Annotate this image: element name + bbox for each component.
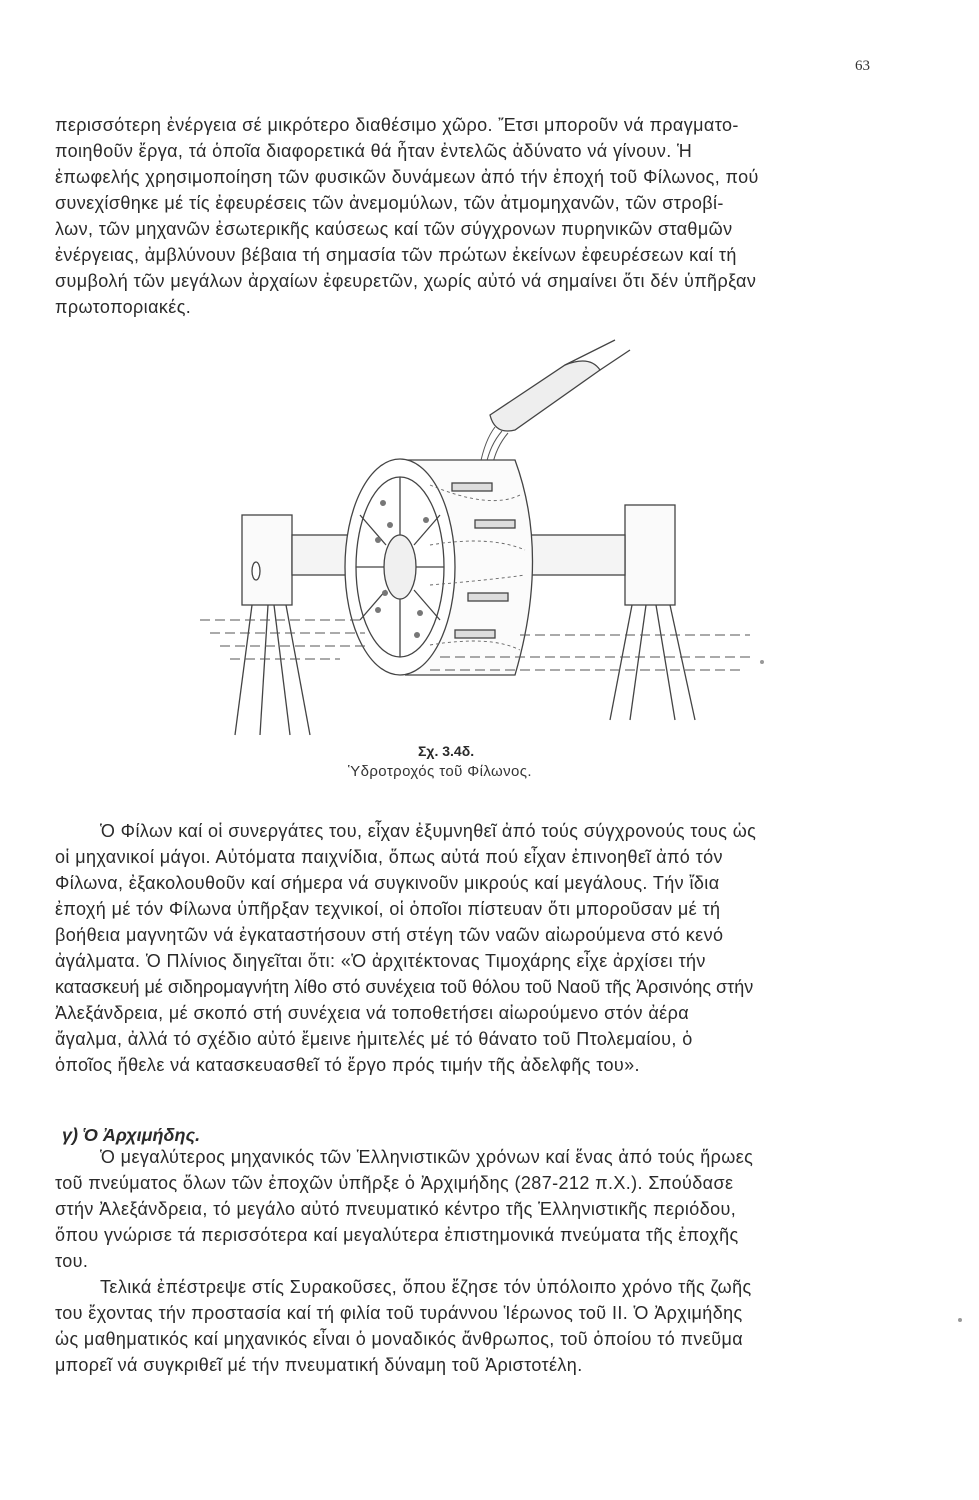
text-line: λων, τῶν μηχανῶν ἐσωτερικῆς καύσεως καί τῶν σύγχρονων πυρηνικῶν σταθμῶν [55, 219, 733, 239]
text-line: ὡς μαθηματικός καί μηχανικός εἶναι ὁ μοναδικός ἄνθρωπος, τοῦ ὁποίου τό πνεῦμα [55, 1329, 744, 1349]
text-line: στήν Ἀλεξάνδρεια, τό μεγάλο αὐτό πνευματικό κέντρο τῆς Ἑλληνιστικῆς περιόδου, [55, 1199, 737, 1219]
text-line: πρωτοποριακές. [55, 297, 192, 317]
text-line: ἐνέργειας, ἀμβλύνουν βέβαια τή σημασία τῶν πρώτων ἐκείνων ἐφευρέσεων καί τή [55, 245, 737, 265]
figure-number: Σχ. 3.4δ. [418, 743, 475, 759]
text-line: Ἀλεξάνδρεια, μέ σκοπό στή συνέχεια νά τοποθετήσει αἰωρούμενο στόν ἀέρα [55, 1003, 690, 1023]
text-line: ὅπου γνώρισε τά περισσότερα καί μεγαλύτερα ἐπιστημονικά πνεύματα τῆς ἐποχῆς [55, 1225, 739, 1245]
scan-speck [760, 660, 764, 664]
feed-pipe [490, 361, 600, 431]
text-line: συμβολή τῶν μεγάλων ἀρχαίων ἐφευρετῶν, χωρίς αὐτό νά σημαίνει ὅτι δέν ὑπῆρξαν [55, 271, 757, 291]
left-legs [235, 605, 310, 735]
right-post [625, 505, 675, 605]
text-line: οἱ μηχανικοί μάγοι. Αὐτόματα παιχνίδια, ὅπως αὐτά πού εἶχαν ἐπινοηθεῖ ἀπό τόν [55, 847, 723, 867]
text-line: Ὁ Φίλων καί οἱ συνεργάτες του, εἶχαν ἐξυμνηθεῖ ἀπό τούς σύγχρονούς τους ὡς [100, 821, 757, 841]
text-line: ὁποῖος ἤθελε νά κατασκευασθεῖ τό ἔργο πρός τιμήν τῆς ἀδελφῆς του». [55, 1055, 640, 1075]
text-line: συνεχίσθηκε μέ τίς ἐφευρέσεις τῶν ἀνεμομύλων, τῶν ἀτμομηχανῶν, τῶν στροβί- [55, 193, 724, 213]
right-legs [610, 605, 695, 720]
text-line: του ἔχοντας τήν προστασία καί τή φιλία τοῦ τυράννου Ἱέρωνος τοῦ ΙΙ. Ὁ Ἀρχιμήδης [55, 1303, 743, 1323]
text-line: του. [55, 1251, 89, 1271]
text-line: ποιηθοῦν ἔργα, τά ὁποῖα διαφορετικά θά ἦταν ἐντελῶς ἀδύνατο νά γίνουν. Ἡ [55, 141, 693, 161]
scan-speck [958, 1318, 962, 1322]
text-line: βοήθεια μαγνητῶν νά ἐγκαταστήσουν στή στέγη τῶν ναῶν αἰωρούμενα στό κενό [55, 925, 724, 945]
text-line: Φίλωνα, ἐξακολουθοῦν καί σήμερα νά συγκινοῦν μικρούς καί μεγάλους. Τήν ἴδια [55, 873, 720, 893]
text-line: κατασκευή μέ σιδηρομαγνήτη λίθο στό συνέχεια τοῦ θόλου τοῦ Ναοῦ τῆς Ἀρσινόης στήν [55, 977, 754, 997]
text-line: ἄγαλμα, ἀλλά τό σχέδιο αὐτό ἔμεινε ἡμιτελές μέ τό θάνατο τοῦ Πτολεμαίου, ὁ [55, 1029, 693, 1049]
archimedes-paragraph-1 [55, 1144, 905, 1274]
archimedes-paragraph-2 [55, 1274, 905, 1378]
water-wheel-illustration [190, 335, 770, 745]
text-line: ἐπωφελής χρησιμοποίηση τῶν φυσικῶν δυνάμεων ἀπό τήν ἐποχή τοῦ Φίλωνος, πού [55, 167, 759, 187]
figure-caption: Ὑδροτροχός τοῦ Φίλωνος. [348, 763, 532, 780]
section-heading: γ) Ὁ Ἀρχιμήδης. [62, 1125, 201, 1145]
text-line: Τελικά ἐπέστρεψε στίς Συρακοῦσες, ὅπου ἔζησε τόν ὑπόλοιπο χρόνο τῆς ζωῆς [100, 1277, 752, 1297]
philon-paragraph [55, 818, 905, 1078]
left-post [242, 515, 292, 605]
text-line: τοῦ πνεύματος ὅλων τῶν ἐποχῶν ὑπῆρξε ὁ Ἀρχιμήδης (287-212 π.Χ.). Σπούδασε [55, 1173, 734, 1193]
text-line: περισσότερη ἐνέργεια σέ μικρότερο διαθέσιμο χῶρο. Ἔτσι μποροῦν νά πραγματο- [55, 115, 739, 135]
page-number: 63 [855, 58, 870, 74]
text-line: Ὁ μεγαλύτερος μηχανικός τῶν Ἑλληνιστικῶν χρόνων καί ἕνας ἀπό τούς ἥρωες [100, 1147, 754, 1167]
intro-paragraph [55, 112, 905, 320]
text-line: ἀγάλματα. Ὁ Πλίνιος διηγεῖται ὅτι: «Ὁ ἀρχιτέκτονας Τιμοχάρης εἶχε ἀρχίσει τήν [55, 951, 706, 971]
text-line: ἐποχή μέ τόν Φίλωνα ὑπῆρξαν τεχνικοί, οἱ ὁποῖοι πίστευαν ὅτι μποροῦσαν μέ τή [55, 899, 721, 919]
text-line: μπορεῖ νά συγκριθεῖ μέ τήν πνευματική δύναμη τοῦ Ἀριστοτέλη. [55, 1355, 583, 1375]
